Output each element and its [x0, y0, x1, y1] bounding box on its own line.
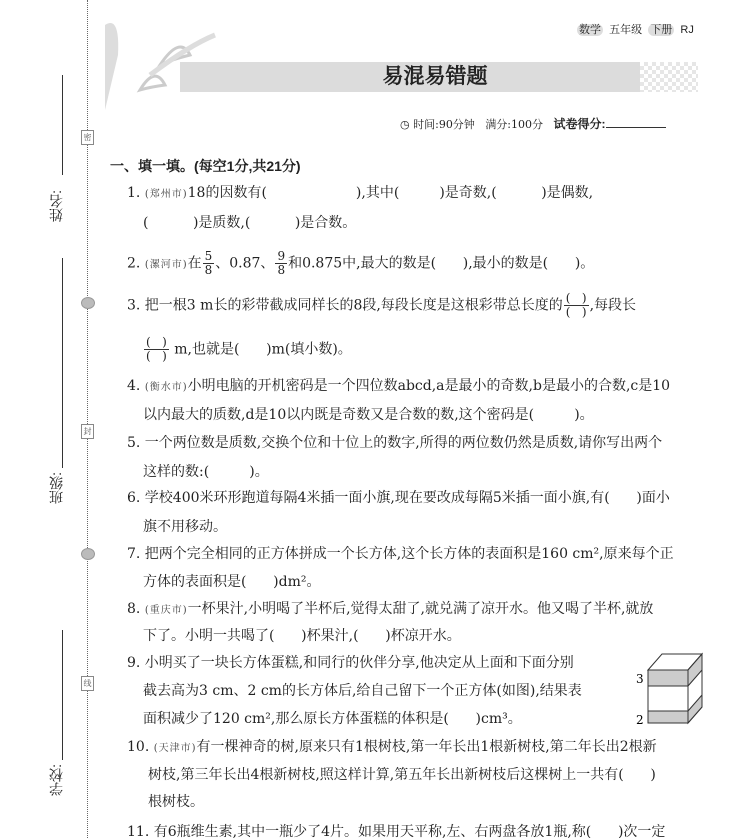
question-9: 9. 小明买了一块长方体蛋糕,和同行的伙伴分享,他决定从上面和下面分别 — [127, 655, 574, 671]
question-10: 10. (天津市)有一棵神奇的树,原来只有1根树枝,第一年长出1根新树枝,第二年长出2根新 — [127, 739, 657, 755]
question-8-cont: 下了。小明一共喝了( )杯果汁,( )杯凉开水。 — [143, 628, 461, 644]
exam-info — [400, 115, 666, 132]
page-title: 易混易错题 — [382, 65, 488, 88]
question-1: 1. (郑州市)18的因数有( ),其中( )是奇数,( )是偶数, — [127, 185, 594, 201]
blank-fraction — [564, 292, 589, 319]
numerator: 9 — [277, 249, 286, 263]
seal-mark: 密 — [81, 130, 94, 145]
denominator: 8 — [277, 263, 286, 277]
question-7: 7. 把两个完全相同的正方体拼成一个长方体,这个长方体的表面积是160 cm²,原来每个正 — [127, 546, 674, 562]
question-3-cont — [143, 336, 352, 363]
question-text: 在 — [187, 255, 202, 272]
binding-hole-icon — [81, 297, 95, 309]
score-field[interactable] — [606, 127, 666, 128]
question-3 — [127, 292, 636, 319]
class-label: 班级: — [48, 472, 64, 504]
name-field-line[interactable] — [62, 75, 63, 175]
question-text: 3. 把一根3 m长的彩带截成同样长的8段,每段长度是这根彩带总长度的 — [127, 297, 563, 314]
edition: RJ — [680, 24, 694, 36]
seal-mark: 线 — [81, 676, 94, 691]
section-title: 一、填一填。(每空1分,共21分) — [110, 158, 301, 174]
term: 下册 — [650, 24, 673, 36]
question-text: 小明电脑的开机密码是一个四位数abcd,a是最小的奇数,b是最小的合数,c是10 — [187, 378, 671, 394]
question-text: ,每段长 — [589, 297, 637, 314]
class-field-line[interactable] — [62, 258, 63, 468]
fraction — [203, 250, 215, 277]
denominator: ( ) — [565, 305, 587, 319]
numerator: ( ) — [146, 335, 167, 349]
question-6-cont: 旗不用移动。 — [143, 519, 227, 535]
question-text: 有一棵神奇的树,原来只有1根树枝,第一年长出1根新树枝,第二年长出2根新 — [196, 739, 657, 755]
question-5-cont: 这样的数:( )。 — [143, 464, 269, 480]
question-9-cont: 截去高为3 cm、2 cm的长方体后,给自己留下一个正方体(如图),结果表 — [143, 683, 582, 699]
question-4-cont: 以内最大的质数,d是10以内既是奇数又是合数的数,这个密码是( )。 — [143, 407, 594, 423]
denominator: ( ) — [146, 349, 167, 363]
question-text: 一杯果汁,小明喝了半杯后,觉得太甜了,就兑满了凉开水。他又喝了半杯,就放 — [187, 601, 654, 617]
city-tag: (漯河市) — [144, 259, 188, 271]
time-limit: 时间:90分钟 — [413, 118, 475, 131]
cuboid-figure — [632, 648, 707, 730]
question-8: 8. (重庆市)一杯果汁,小明喝了半杯后,觉得太甜了,就兑满了凉开水。他又喝了半杯,就放 — [127, 601, 654, 617]
blank-fraction — [144, 336, 169, 363]
question-10-cont: 根树枝。 — [148, 794, 204, 810]
question-text: m,也就是( )m(填小数)。 — [169, 341, 352, 358]
clock-icon: ◷ — [400, 118, 410, 131]
city-tag: (郑州市) — [144, 189, 188, 200]
question-number: 2. — [127, 255, 145, 272]
binding-hole-icon — [81, 548, 95, 560]
question-text: 和0.875中,最大的数是( ),最小的数是( )。 — [288, 255, 595, 272]
subject-grade-header — [577, 21, 694, 37]
question-4: 4. (衡水市)小明电脑的开机密码是一个四位数abcd,a是最小的奇数,b是最小的合数,c是10 — [127, 378, 671, 394]
binding-dotted-line — [87, 0, 88, 838]
question-6: 6. 学校400米环形跑道每隔4米插一面小旗,现在要改成每隔5米插一面小旗,有( )面小 — [127, 490, 670, 506]
question-text: 18的因数有( ),其中( )是奇数,( )是偶数, — [187, 185, 594, 201]
question-text: 、0.87、 — [215, 255, 275, 272]
school-label: 学校: — [48, 764, 64, 796]
figure-label-top: 3 — [636, 672, 644, 686]
fraction — [275, 250, 287, 277]
score-label: 试卷得分: — [553, 117, 606, 131]
question-10-cont: 树枝,第三年长出4根新树枝,照这样计算,第五年长出新树枝后这棵树上一共有( ) — [148, 767, 656, 783]
full-score: 满分:100分 — [485, 118, 544, 131]
numerator: ( ) — [565, 291, 587, 305]
question-9-cont: 面积减少了120 cm²,那么原长方体蛋糕的体积是( )cm³。 — [143, 711, 522, 727]
numerator: 5 — [204, 249, 213, 263]
subject: 数学 — [579, 24, 601, 36]
question-1-cont: ( )是质数,( )是合数。 — [143, 215, 357, 231]
city-tag: (重庆市) — [144, 605, 188, 616]
question-7-cont: 方体的表面积是( )dm²。 — [143, 574, 321, 590]
question-2 — [127, 250, 594, 277]
school-field-line[interactable] — [62, 630, 63, 760]
city-tag: (天津市) — [153, 743, 197, 754]
name-label: 姓名: — [48, 190, 64, 222]
city-tag: (衡水市) — [144, 382, 188, 393]
question-5: 5. 一个两位数是质数,交换个位和十位上的数字,所得的两位数仍然是质数,请你写出两个 — [127, 435, 663, 451]
seal-mark: 封 — [81, 424, 94, 439]
question-11: 11. 有6瓶维生素,其中一瓶少了4片。如果用天平称,左、右两盘各放1瓶,称( )次一定 — [127, 824, 666, 838]
grade: 五年级 — [609, 24, 643, 36]
figure-label-bottom: 2 — [636, 713, 644, 727]
denominator: 8 — [204, 263, 213, 277]
